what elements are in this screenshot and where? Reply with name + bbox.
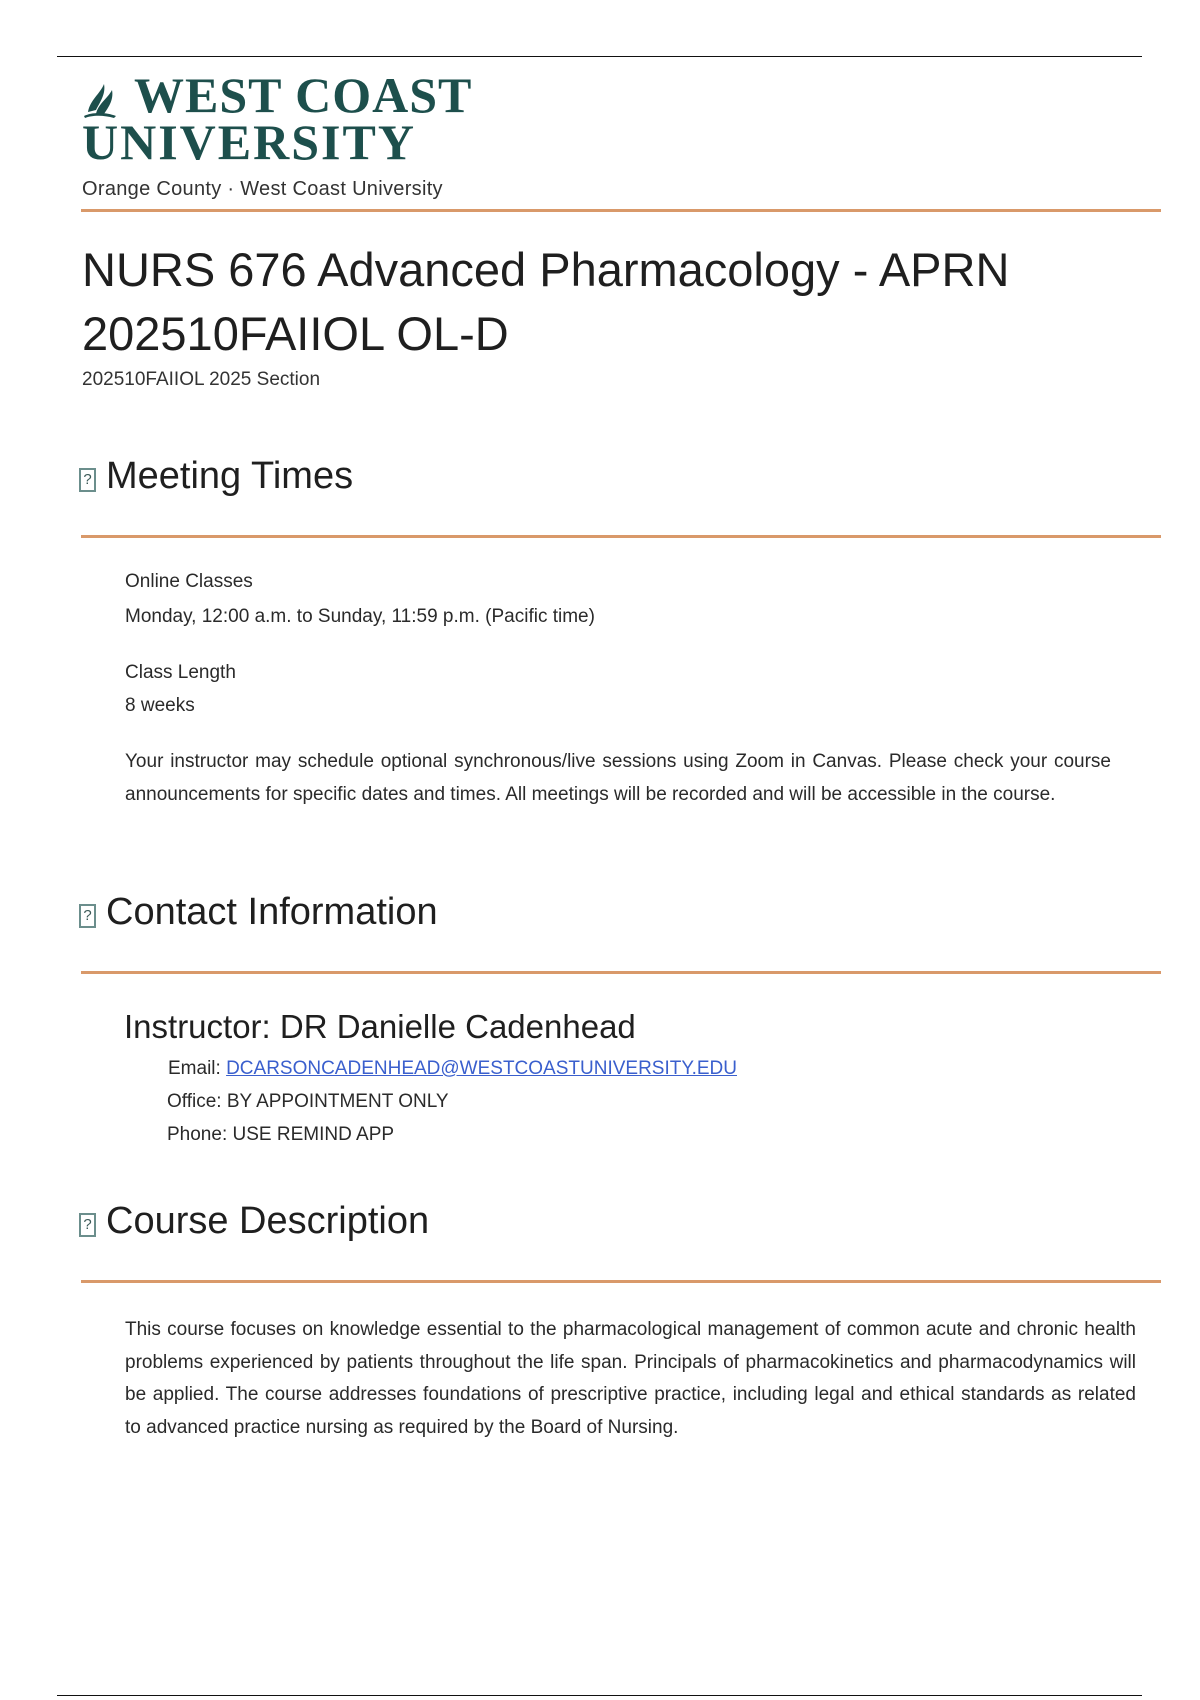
instructor-name: Instructor: DR Danielle Cadenhead <box>124 1008 636 1045</box>
campus-subtitle: Orange County · West Coast University <box>82 178 443 200</box>
university-logo-graphic <box>82 70 522 180</box>
page-top-rule <box>57 56 1142 57</box>
broken-image-icon: ? <box>79 1213 96 1237</box>
online-classes-value: Monday, 12:00 a.m. to Sunday, 11:59 p.m. (Pacific time) <box>125 606 595 627</box>
email-line <box>168 1058 737 1080</box>
contact-heading <box>79 891 438 934</box>
logo-line1: WEST COAST <box>134 70 473 123</box>
header-divider <box>81 209 1161 212</box>
meeting-times-divider <box>81 535 1161 538</box>
phone-line: Phone: USE REMIND APP <box>167 1124 395 1145</box>
meeting-times-title: Meeting Times <box>106 455 354 497</box>
course-title-line1: NURS 676 Advanced Pharmacology - APRN <box>82 243 1010 296</box>
broken-image-icon: ? <box>79 904 96 928</box>
office-line: Office: BY APPOINTMENT ONLY <box>167 1091 449 1112</box>
logo-line2: UNIVERSITY <box>82 114 416 170</box>
university-logo <box>82 70 522 180</box>
course-title <box>82 238 1162 366</box>
course-description-heading <box>79 1200 429 1243</box>
course-description-text: This course focuses on knowledge essential to the pharmacological management of common acute and chronic health problems experienced by patients throughout the life span. Principals of pharmacokinetics and pharmacodynamics will be applied. The course addresses foundations of prescriptive practice, including legal and ethical standards as related to advanced practice nursing as required by the Board of Nursing. <box>125 1319 1136 1438</box>
broken-image-icon: ? <box>79 468 96 492</box>
flame-icon <box>84 84 116 118</box>
course-title-line2: 202510FAIIOL OL-D <box>82 307 509 360</box>
contact-divider <box>81 971 1161 974</box>
course-description-title: Course Description <box>106 1200 430 1242</box>
contact-title: Contact Information <box>106 891 438 933</box>
instructor-email-link[interactable]: DCARSONCADENHEAD@WESTCOASTUNIVERSITY.EDU <box>226 1058 737 1079</box>
course-description-divider <box>81 1280 1161 1283</box>
class-length-label: Class Length <box>125 662 236 683</box>
meeting-times-heading <box>79 455 353 498</box>
page-bottom-rule <box>57 1695 1142 1696</box>
online-classes-label: Online Classes <box>125 571 253 592</box>
meeting-note: Your instructor may schedule optional synchronous/live sessions using Zoom in Canvas. Please check your course announcements for specific dates and times. All meetings will be recorded and will be accessible in the course. <box>125 751 1111 805</box>
course-section: 202510FAIIOL 2025 Section <box>82 369 321 390</box>
email-label: Email: <box>168 1058 227 1079</box>
class-length-value: 8 weeks <box>125 695 195 716</box>
